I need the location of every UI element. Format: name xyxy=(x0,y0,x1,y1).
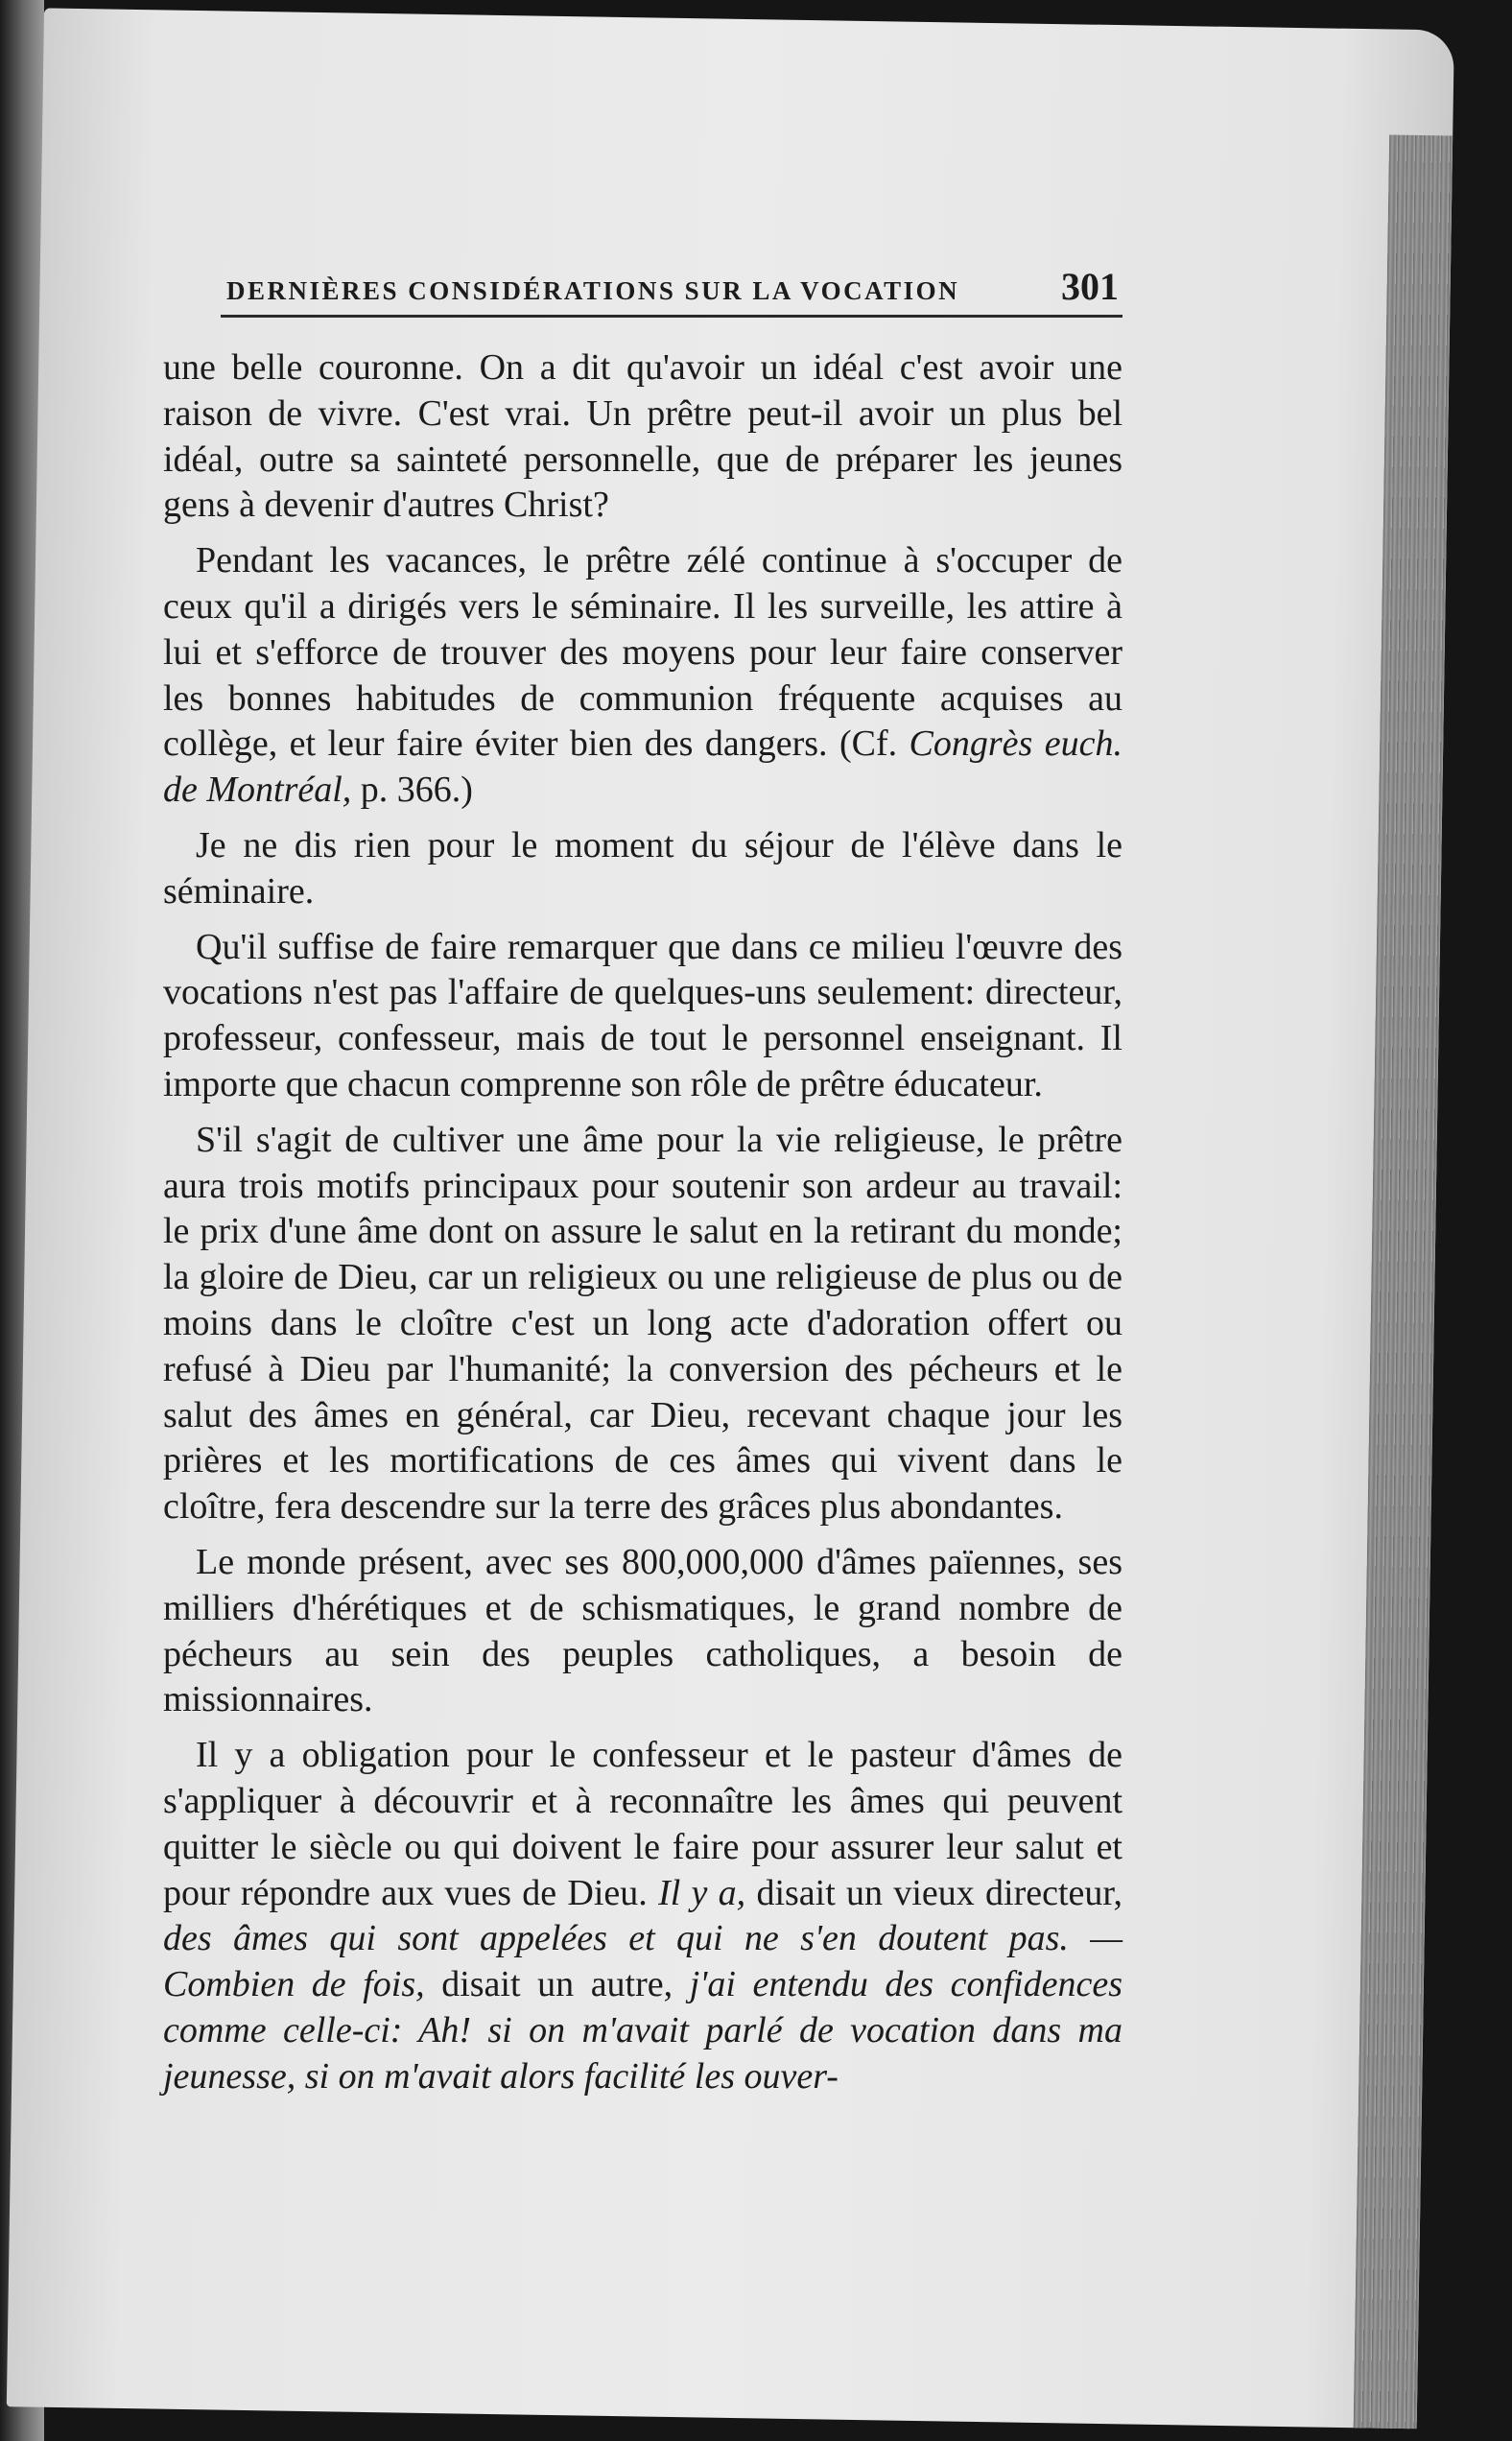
paragraph xyxy=(163,1540,1122,1723)
page-stack-edge xyxy=(1354,134,1453,2429)
page-header xyxy=(226,264,1119,309)
paragraph-text: S'il s'agit de cultiver une âme pour la vie religieuse, le prêtre aura trois motifs principaux pour soutenir son ardeur au travail: le prix d'une âme dont on assure le salut en la retirant du monde; la gloire de Dieu, car un religieux ou une religieuse de plus ou de moins dans le cloître c'est un long acte d'adoration offert ou refusé à Dieu par l'humanité; la conversion des pécheurs et le salut des âmes en général, car Dieu, recevant chaque jour les prières et les mortifications de ces âmes qui vivent dans le cloître, fera descendre sur la terre des grâces plus abondantes. xyxy=(163,1119,1122,1528)
paragraph-text: disait un autre, xyxy=(424,1964,690,2005)
paragraph-text: Il y a obligation pour le confesseur et le pasteur d'âmes de s'appliquer à découvrir et à reconnaître les âmes qui peuvent quitter le siècle ou qui doivent le faire pour assurer leur salut et pour répondre aux vues de Dieu. xyxy=(163,1735,1122,1913)
paragraph xyxy=(163,1733,1122,2099)
paragraph-text: Je ne dis rien pour le moment du séjour de l'élève dans le séminaire. xyxy=(163,824,1122,912)
paragraph xyxy=(163,345,1122,529)
body-text xyxy=(163,345,1122,2109)
paragraph xyxy=(163,1118,1122,1530)
running-head: DERNIÈRES CONSIDÉRATIONS SUR LA VOCATION xyxy=(226,276,960,305)
paragraph-text: Le monde présent, avec ses 800,000,000 d'âmes païennes, ses milliers d'hérétiques et de schismatiques, le grand nombre de pécheurs au sein des peuples catholiques, a besoin de missionnaires. xyxy=(163,1541,1122,1720)
page-number: 301 xyxy=(1061,265,1119,308)
paragraph-text: une belle couronne. On a dit qu'avoir un idéal c'est avoir une raison de vivre. C'est vrai. Un prêtre peut-il avoir un plus bel idéal, outre sa sainteté personnelle, que de préparer les jeunes gens à devenir d'autres Christ? xyxy=(163,347,1122,526)
paragraph-text: disait un vieux directeur, xyxy=(745,1872,1123,1913)
italic-text: Congrès euch. de Montréal, xyxy=(163,723,1122,811)
paragraph-text: p. 366.) xyxy=(351,770,473,811)
italic-text: des âmes qui sont appelées et qui ne s'en doutent pas. — Combien de fois, xyxy=(163,1918,1122,2005)
paragraph xyxy=(163,538,1122,814)
paragraph xyxy=(163,925,1122,1108)
paragraph xyxy=(163,823,1122,915)
paragraph-text: Pendant les vacances, le prêtre zélé continue à s'occuper de ceux qu'il a dirigés vers le séminaire. Il les surveille, les attire à lui et s'efforce de trouver des moyens pour leur faire conserver les bonnes habitudes de communion fréquente acquises au collège, et leur faire éviter bien des dangers. (Cf. xyxy=(163,540,1122,765)
italic-text: j'ai entendu des confidences comme celle-ci: Ah! si on m'avait parlé de vocation dans ma jeunesse, si on m'avait alors facilité les ouver- xyxy=(163,1964,1122,2097)
paragraph-text: Qu'il suffise de faire remarquer que dans ce milieu l'œuvre des vocations n'est pas l'affaire de quelques-uns seulement: directeur, professeur, confesseur, mais de tout le personnel enseignant. Il importe que chacun comprenne son rôle de prêtre éducateur. xyxy=(163,926,1122,1104)
header-rule xyxy=(221,315,1122,318)
italic-text: Il y a, xyxy=(658,1872,746,1913)
